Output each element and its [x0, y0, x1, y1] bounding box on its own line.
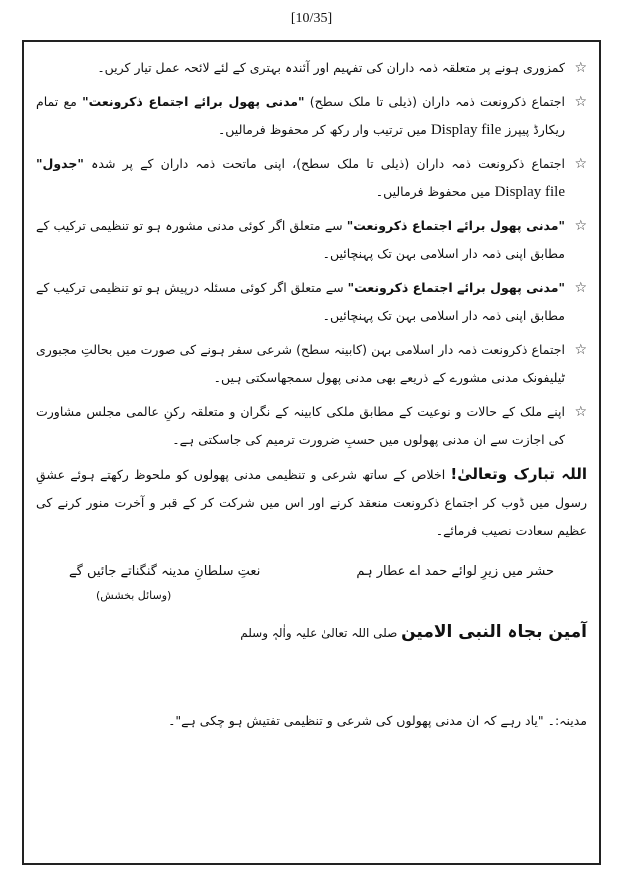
display-file-term: Display file	[494, 184, 565, 200]
star-bullet-icon: ☆	[574, 404, 587, 420]
bold-title: "مدنی پھول برائے اجتماع ذکرونعت"	[82, 94, 305, 109]
bullet-item-3	[36, 150, 587, 206]
text-line	[218, 122, 501, 137]
text-line: کر اجتماع ذکرونعت منعقد کرنے اور اس میں شرکت کر کے قبر و آخرت منور کرنے کی عظیم سعادت نصیب فرمائے۔	[36, 495, 587, 538]
bold-title: "مدنی پھول برائے اجتماع ذکرونعت"	[346, 218, 565, 233]
bold-title: "مدنی پھول برائے اجتماع ذکرونعت"	[347, 280, 565, 295]
couplet-source: (وسائل بخشش)	[96, 589, 172, 602]
text-run: میں	[470, 184, 495, 199]
star-bullet-icon: ☆	[574, 94, 587, 110]
closing-prayer	[36, 460, 587, 545]
star-bullet-icon: ☆	[574, 156, 587, 172]
bullet-item-4	[36, 212, 587, 268]
content-frame	[22, 40, 601, 865]
bullet-item-7	[36, 398, 587, 454]
bullet-item-2	[36, 88, 587, 144]
text-line	[36, 156, 565, 199]
text-run: مع تمام ریکارڈ پیپرز	[36, 94, 565, 137]
couplet-left-half: نعتِ سلطانِ مدینہ گنگناتے جائیں گے	[69, 564, 261, 579]
salutation-text: صلی اللہ تعالیٰ علیہ واٰلہٖ وسلم	[240, 626, 402, 640]
display-file-term: Display file	[430, 122, 502, 138]
text-line: اسلامی بہن تک پہنچائیں۔	[322, 308, 459, 323]
madinah-note: مدینہ:۔ "یاد رہے کہ ان مدنی پھولوں کی شرعی و تنظیمی تفتیش ہو چکی ہے"۔	[168, 713, 587, 728]
text-line: مشورے کے ذریعے بھی مدنی پھول سمجھاسکتی ہیں۔	[213, 370, 488, 385]
poetry-couplet	[36, 559, 587, 585]
text-run: اجتماع ذکرونعت ذمہ داران (ذیلی تا ملک سطح)	[304, 94, 565, 109]
text-line: اپنے ملک کے حالات و نوعیت کے مطابق ملکی کابینہ کے نگران و متعلقہ رکنِ عالمی مجلس مشاورت کی اجازت سے ان	[36, 404, 565, 447]
bullet-item-1	[36, 54, 587, 82]
bullet-item-6	[36, 336, 587, 392]
text-run: اخلاص کے ساتھ شرعی و تنظیمی مدنی پھولوں کو ملحوظ رکھتے ہوئے عشقِ رسول میں ڈوب	[36, 467, 587, 510]
text-line: اسلامی بہن تک پہنچائیں۔	[322, 246, 459, 261]
text-line	[36, 218, 565, 261]
text-run: سے متعلق اگر کوئی مسئلہ درپیش ہو تو تنظیمی ترکیب کے مطابق اپنی ذمہ دار	[36, 280, 565, 323]
text-line: محفوظ فرمالیں۔	[375, 184, 467, 199]
text-run: اجتماع ذکرونعت ذمہ داران (ذیلی تا ملک سطح)، اپنی ماتحت ذمہ داران کے پر شدہ	[83, 156, 565, 171]
text-line	[36, 280, 565, 323]
star-bullet-icon: ☆	[574, 280, 587, 296]
star-bullet-icon: ☆	[574, 60, 587, 76]
text-line: مدنی پھولوں میں حسبِ ضرورت ترمیم کی جاسکتی ہے۔	[172, 432, 470, 447]
ameen-text: آمین بجاہ النبی الامین	[401, 622, 587, 642]
ameen-line	[36, 617, 587, 648]
star-bullet-icon: ☆	[574, 342, 587, 358]
couplet-right-half: حشر میں زیرِ لوائے حمد اے عطار ہم	[356, 564, 554, 579]
text-line: اجتماع ذکرونعت ذمہ دار اسلامی بہن (کابینہ سطح) شرعی سفر ہونے کی صورت میں بحالتِ مجبوری ٹیلیفونک مدنی	[36, 342, 565, 385]
bold-title: "جدول"	[36, 156, 84, 171]
text-run: میں ترتیب وار رکھ کر محفوظ فرمالیں۔	[217, 122, 427, 137]
text-run: سے متعلق اگر کوئی مدنی مشورہ ہو تو تنظیمی ترکیب کے مطابق اپنی ذمہ دار	[36, 218, 565, 261]
bold-heading: اللہ تبارک وتعالیٰ!	[450, 465, 587, 483]
page-number: [10/35]	[290, 11, 333, 26]
bullet-item-5	[36, 274, 587, 330]
star-bullet-icon: ☆	[574, 218, 587, 234]
text-line: کمزوری ہونے پر متعلقہ ذمہ داران کی تفہیم اور آئندہ بہتری کے لئے لائحہ عمل تیار کریں۔	[97, 60, 565, 75]
